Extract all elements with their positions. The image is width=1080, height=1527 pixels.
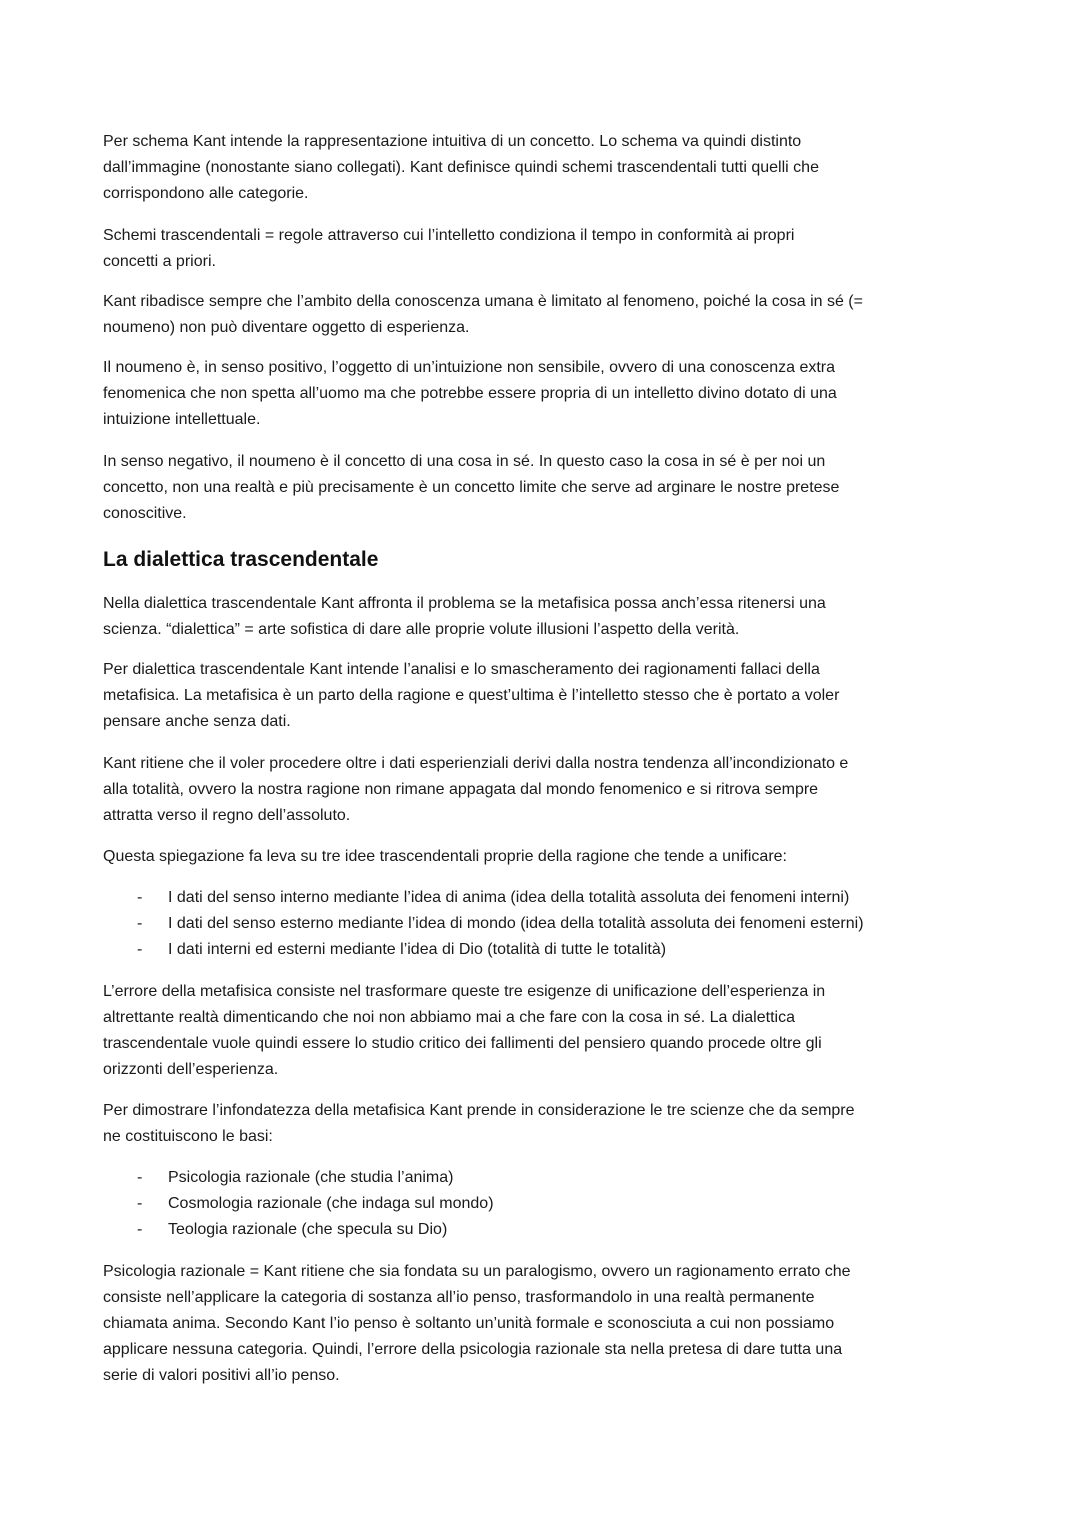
paragraph-line: Schemi trascendentali = regole attraverso cui l’intelletto condiziona il tempo in conformità ai propri (103, 227, 795, 244)
list-item (103, 911, 864, 937)
list-item (103, 1217, 494, 1243)
paragraph-line: pensare anche senza dati. (103, 713, 291, 730)
dash-bullet-icon: - (137, 914, 143, 932)
paragraph-line: Psicologia razionale = Kant ritiene che sia fondata su un paralogismo, ovvero un ragionamento errato che (103, 1263, 851, 1280)
paragraph (103, 1259, 851, 1389)
paragraph (103, 591, 826, 643)
paragraph-line: fenomenica che non spetta all’uomo ma che potrebbe essere propria di un intelletto divino dotato di una (103, 385, 837, 402)
paragraph-line: Il noumeno è, in senso positivo, l’oggetto di un’intuizione non sensibile, ovvero di una conoscenza extra (103, 359, 836, 376)
list-item-text: Psicologia razionale (che studia l’anima) (168, 1169, 454, 1186)
paragraph-line: applicare nessuna categoria. Quindi, l’errore della psicologia razionale sta nella pretesa di dare tutta una (103, 1341, 843, 1358)
list-item (103, 885, 864, 911)
list-item (103, 1191, 494, 1217)
paragraph-line: Kant ribadisce sempre che l’ambito della conoscenza umana è limitato al fenomeno, poiché la cosa in sé (= (103, 293, 863, 310)
paragraph-line: conoscitive. (103, 505, 187, 522)
paragraph (103, 844, 787, 870)
paragraph-line: Per dimostrare l’infondatezza della metafisica Kant prende in considerazione le tre scienze che da sempre (103, 1102, 855, 1119)
paragraph-line: alla totalità, ovvero la nostra ragione non rimane appagata dal mondo fenomenico e si ritrova sempre (103, 781, 819, 798)
paragraph-line: serie di valori positivi all’io penso. (103, 1367, 340, 1384)
paragraph (103, 449, 839, 527)
paragraph-line: concetto, non una realtà e più precisamente è un concetto limite che serve ad arginare le nostre pretese (103, 479, 840, 496)
paragraph (103, 355, 837, 433)
paragraph-line: noumeno) non può diventare oggetto di esperienza. (103, 319, 470, 336)
paragraph (103, 1098, 855, 1150)
paragraph-line: intuizione intellettuale. (103, 411, 261, 428)
dash-bullet-icon: - (137, 940, 143, 958)
paragraph-line: L’errore della metafisica consiste nel trasformare queste tre esigenze di unificazione dell’esperienza in (103, 983, 826, 1000)
dash-bullet-icon: - (137, 1194, 143, 1212)
list-item-text: I dati del senso esterno mediante l’idea di mondo (idea della totalità assoluta dei fenomeni esterni) (168, 914, 864, 932)
paragraph-line: concetti a priori. (103, 253, 216, 270)
bullet-list (103, 1165, 494, 1242)
dash-bullet-icon: - (137, 889, 143, 906)
paragraph-line: trascendentale vuole quindi essere lo studio critico dei fallimenti del pensiero quando procede oltre gli (103, 1035, 822, 1052)
paragraph-line: Per schema Kant intende la rappresentazione intuitiva di un concetto. Lo schema va quindi distinto (103, 133, 802, 150)
paragraph-line: scienza. “dialettica” = arte sofistica di dare alle proprie volute illusioni l’aspetto della verità. (103, 621, 740, 638)
paragraph-line: Nella dialettica trascendentale Kant affronta il problema se la metafisica possa anch’essa ritenersi una (103, 595, 826, 612)
dash-bullet-icon: - (137, 1169, 143, 1186)
paragraph-line: corrispondono alle categorie. (103, 185, 309, 202)
list-item-text: Cosmologia razionale (che indaga sul mondo) (168, 1194, 494, 1212)
dash-bullet-icon: - (137, 1220, 143, 1238)
paragraph-line: consiste nell’applicare la categoria di sostanza all’io penso, trasformandolo in una realtà permanente (103, 1289, 815, 1306)
section-heading: La dialettica trascendentale (103, 548, 379, 571)
paragraph-line: Questa spiegazione fa leva su tre idee trascendentali proprie della ragione che tende a unificare: (103, 848, 787, 865)
paragraph-line: ne costituiscono le basi: (103, 1128, 273, 1145)
bullet-list (103, 885, 864, 962)
list-item-text: Teologia razionale (che specula su Dio) (168, 1220, 448, 1238)
list-item (103, 1165, 494, 1191)
list-item-text: I dati del senso interno mediante l’idea di anima (idea della totalità assoluta dei fenomeni interni) (168, 889, 850, 906)
paragraph-line: Per dialettica trascendentale Kant intende l’analisi e lo smascheramento dei ragionamenti fallaci della (103, 661, 820, 678)
paragraph-line: dall’immagine (nonostante siano collegati). Kant definisce quindi schemi trascendentali tutti quelli che (103, 159, 819, 176)
paragraph (103, 129, 819, 207)
paragraph (103, 289, 863, 341)
paragraph-line: orizzonti dell’esperienza. (103, 1061, 279, 1078)
paragraph-line: chiamata anima. Secondo Kant l’io penso è soltanto un’unità formale e sconosciuta a cui non possiamo (103, 1315, 835, 1332)
paragraph-line: In senso negativo, il noumeno è il concetto di una cosa in sé. In questo caso la cosa in sé è per noi un (103, 453, 826, 470)
list-item-text: I dati interni ed esterni mediante l’idea di Dio (totalità di tutte le totalità) (168, 940, 667, 958)
paragraph-line: altrettante realtà dimenticando che noi non abbiamo mai a che fare con la cosa in sé. La dialettica (103, 1009, 795, 1026)
list-item (103, 937, 864, 963)
paragraph-line: metafisica. La metafisica è un parto della ragione e quest’ultima è l’intelletto stesso che è portato a voler (103, 687, 840, 704)
paragraph-line: attratta verso il regno dell’assoluto. (103, 807, 351, 824)
paragraph (103, 657, 839, 735)
paragraph (103, 979, 825, 1083)
paragraph-line: Kant ritiene che il voler procedere oltre i dati esperienziali derivi dalla nostra tendenza all’incondizionato e (103, 755, 849, 772)
paragraph (103, 751, 848, 829)
paragraph (103, 223, 794, 275)
